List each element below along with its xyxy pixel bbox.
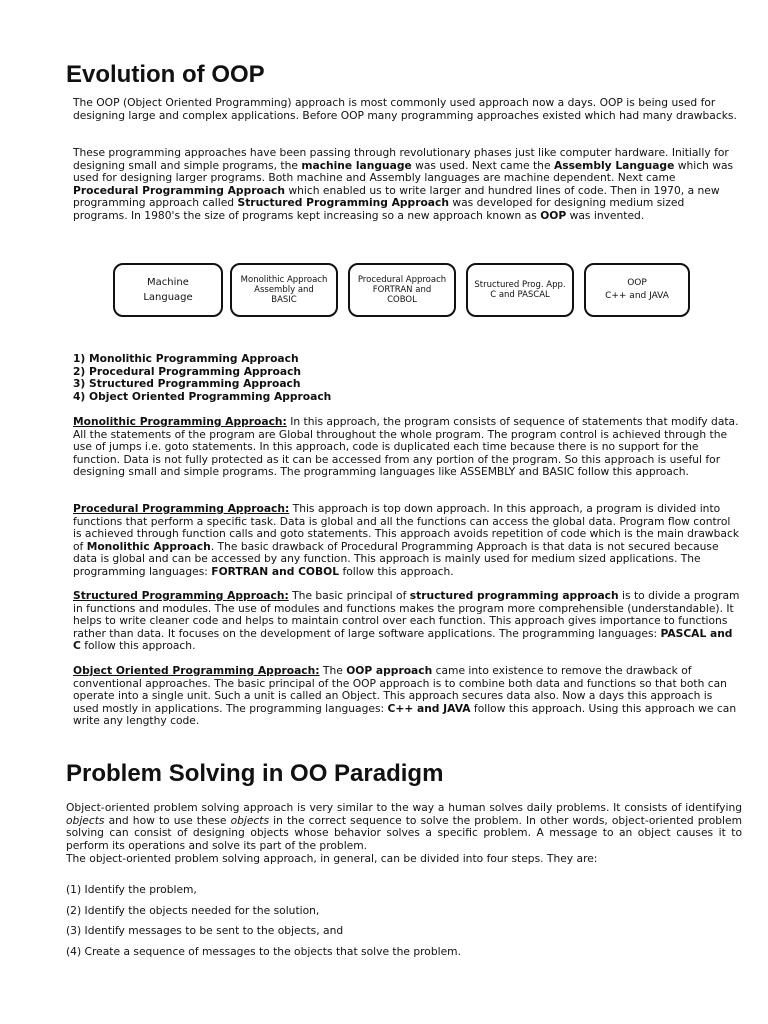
intro-paragraph: The OOP (Object Oriented Programming) approach is most commonly used approach now a days. OOP is being used for designing large and complex applications. Before OOP many programming approaches existed which had many drawbacks. xyxy=(73,96,737,122)
monolithic-heading: Monolithic Programming Approach: xyxy=(73,415,287,428)
section-title-evolution: Evolution of OOP xyxy=(66,61,265,88)
step-item: (4) Create a sequence of messages to the objects that solve the problem. xyxy=(66,945,461,958)
structured-heading: Structured Programming Approach: xyxy=(73,589,289,602)
diagram-box-oop: OOP C++ and JAVA xyxy=(584,263,690,317)
oop-paragraph: Object Oriented Programming Approach: The OOP approach came into existence to remove the drawback of conventional approaches. The basic principal of the OOP approach is to combine both data and functions so that both can operate into a single unit. Such a unit is called an Object. This approach secures data also. Now a days this approach is used mostly in applications. The programming languages: C++ and JAVA follow this approach. Using this approach we can write any lengthy code. xyxy=(73,664,737,728)
list-item: 2) Procedural Programming Approach xyxy=(73,364,302,378)
diagram-box-monolithic: Monolithic Approach Assembly and BASIC xyxy=(230,263,338,317)
step-item: (1) Identify the problem, xyxy=(66,883,197,896)
list-item: 4) Object Oriented Programming Approach xyxy=(73,389,332,403)
section-title-problem-solving: Problem Solving in OO Paradigm xyxy=(66,760,444,787)
structured-paragraph: Structured Programming Approach: The basic principal of structured programming approach is to divide a program in functions and modules. The use of modules and functions makes the program more comprehensible (understandable). It helps to write cleaner code and helps to maintain control over each function. This approach gives importance to functions rather than data. It focuses on the development of large software applications. The programming languages: PASCAL and C follow this approach. xyxy=(73,589,740,653)
list-item: 3) Structured Programming Approach xyxy=(73,377,301,391)
evolution-diagram xyxy=(113,263,703,321)
monolithic-paragraph: Monolithic Programming Approach: In this approach, the program consists of sequence of statements that modify data. All the statements of the program are Global throughout the whole program. The program control is achieved through the use of jumps i.e. goto statements. In this approach, code is duplicated each time because there is no support for the function. Data is not fully protected as it can be accessed from any portion of the program. So this approach is useful for designing small and simple programs. The programming languages like ASSEMBLY and BASIC follow this approach. xyxy=(73,415,739,479)
approach-list xyxy=(73,353,331,403)
diagram-box-structured: Structured Prog. App. C and PASCAL xyxy=(466,263,574,317)
diagram-box-machine-language: Machine Language xyxy=(113,263,223,317)
oop-heading: Object Oriented Programming Approach: xyxy=(73,664,320,677)
step-item: (2) Identify the objects needed for the solution, xyxy=(66,904,320,917)
list-item: 1) Monolithic Programming Approach xyxy=(73,352,299,365)
problem-solving-paragraph: Object-oriented problem solving approach is very similar to the way a human solves daily problems. It consists of identifying objects and how to use these objects in the correct sequence to solve the problem. In other words, object-oriented problem solving can consist of designing objects whose behavior solves a specific problem. A message to an object causes it to perform its operations and solve its part of the problem. xyxy=(66,801,742,852)
procedural-heading: Procedural Programming Approach: xyxy=(73,502,290,515)
procedural-paragraph: Procedural Programming Approach: This approach is top down approach. In this approach, a program is divided into functions that perform a specific task. Data is global and all the functions can access the global data. Program flow control is achieved through function calls and goto statements. This approach avoids repetition of code which is the main drawback of Monolithic Approach. The basic drawback of Procedural Programming Approach is that data is not secured because data is global and can be accessed by any function. This approach is mainly used for medium sized applications. The programming languages: FORTRAN and COBOL follow this approach. xyxy=(73,502,740,578)
history-paragraph: These programming approaches have been passing through revolutionary phases just like computer hardware. Initially for designing small and simple programs, the machine language was used. Next came the Assembly Language which was used for designing larger programs. Both machine and Assembly languages are machine dependent. Next came Procedural Programming Approach which enabled us to write larger and hundred lines of code. Then in 1970, a new programming approach called Structured Programming Approach was developed for designing medium sized programs. In 1980's the size of programs kept increasing so a new approach known as OOP was invented. xyxy=(73,146,734,222)
step-item: (3) Identify messages to be sent to the objects, and xyxy=(66,924,344,937)
steps-intro: The object-oriented problem solving approach, in general, can be divided into four steps. They are: xyxy=(66,852,598,865)
diagram-box-procedural: Procedural Approach FORTRAN and COBOL xyxy=(348,263,456,317)
